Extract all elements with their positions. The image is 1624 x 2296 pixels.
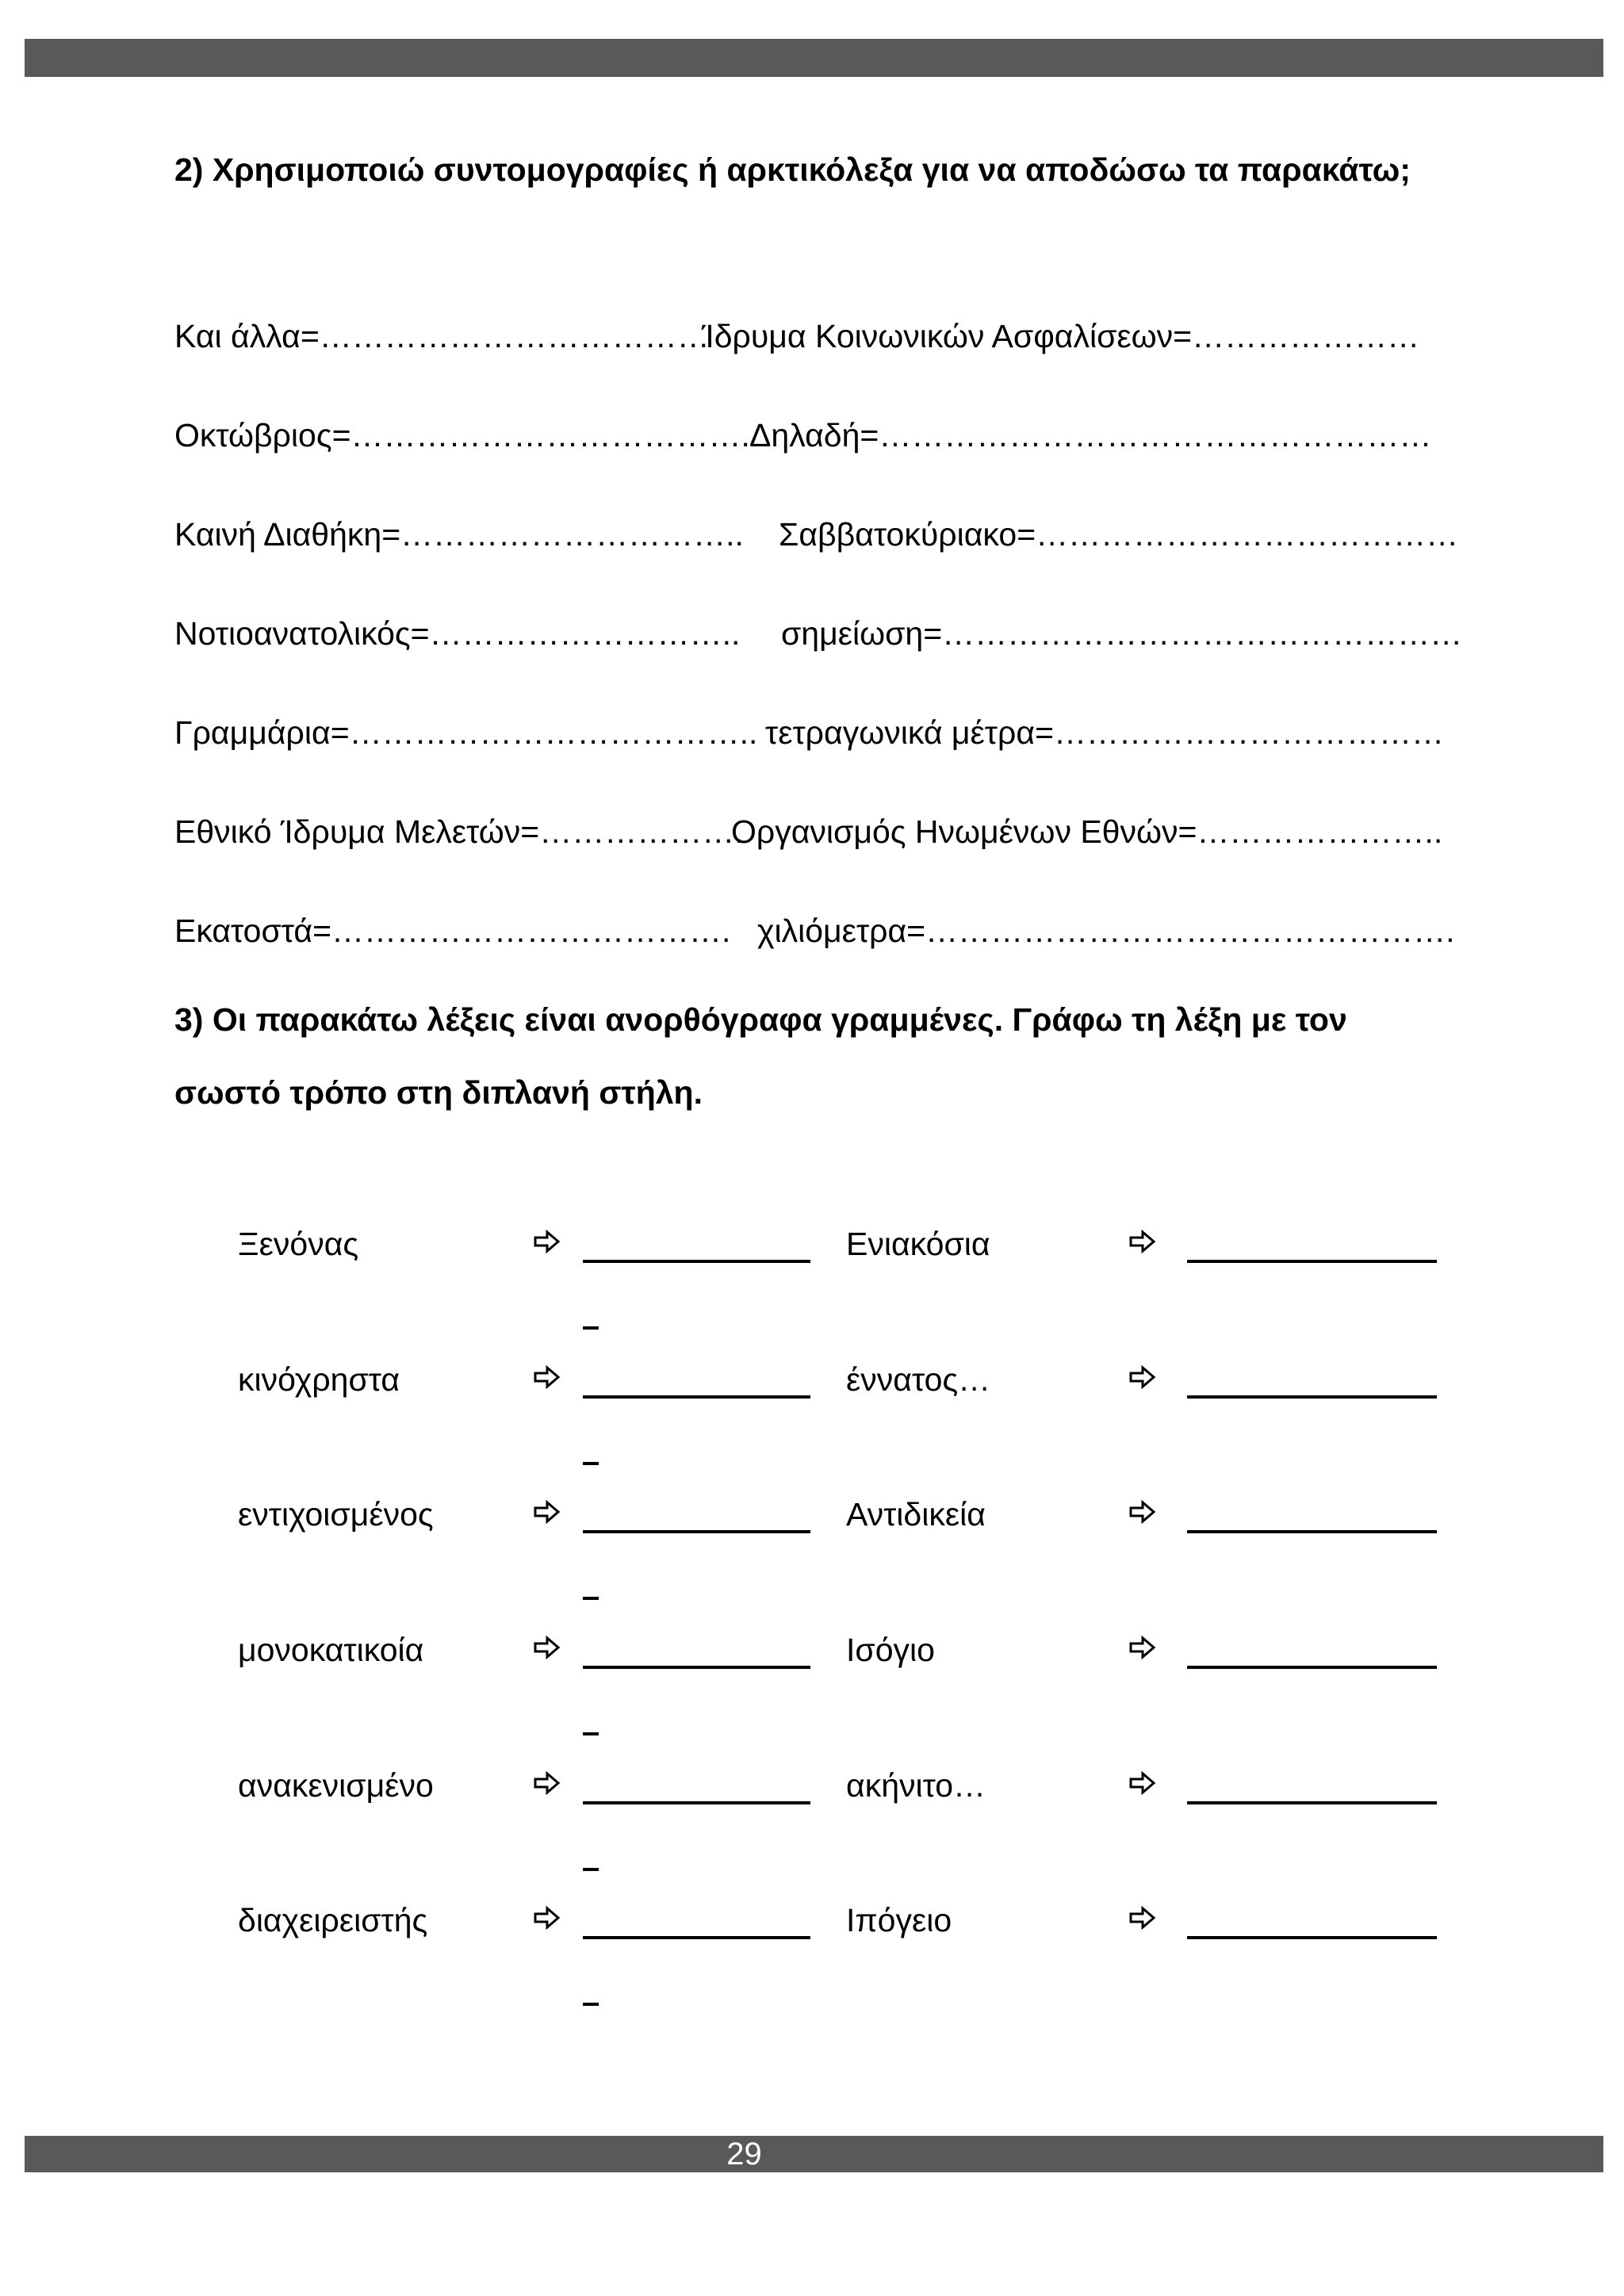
misspelled-word: κινόχρηστα [238,1361,400,1398]
misspelled-word: ακήνιτο… [846,1767,986,1804]
right-arrow-outline-icon [1129,1771,1156,1795]
misspelled-word: έννατος… [846,1361,991,1398]
answer-blank[interactable] [1187,1666,1437,1669]
answer-blank[interactable] [583,1395,810,1399]
spelling-row [0,1360,1624,1479]
abbreviation-left: Εθνικό Ίδρυμα Μελετών=………………. [174,813,744,850]
spelling-row [0,1766,1624,1885]
answer-blank[interactable] [1187,1260,1437,1263]
answer-blank[interactable] [583,1666,810,1669]
exercise-3-title: 3) Οι παρακάτω λέξεις είναι ανορθόγραφα γραμμένες. Γράφω τη λέξη με τον σωστό τρόπο στη διπλανή στήλη. [174,1001,1347,1111]
header-band [25,39,1603,77]
misspelled-word: μονοκατικοία [238,1632,424,1668]
spelling-row [0,1225,1624,1344]
misspelled-word: Ισόγιο [846,1632,935,1668]
answer-blank[interactable] [1187,1936,1437,1939]
right-arrow-outline-icon [1129,1365,1156,1389]
abbreviation-right: Ίδρυμα Κοινωνικών Ασφαλίσεων=………………… [702,318,1420,354]
answer-blank-continuation [583,1326,599,1330]
abbreviation-left: Νοτιοανατολικός=……………………….. [174,615,741,652]
misspelled-word: Ενιακόσια [846,1226,990,1262]
answer-blank[interactable] [1187,1530,1437,1533]
answer-blank[interactable] [1187,1801,1437,1804]
right-arrow-outline-icon [534,1500,561,1524]
answer-blank-continuation [583,1732,599,1735]
right-arrow-outline-icon [1129,1230,1156,1253]
abbreviation-left: Οκτώβριος=………………………………. [174,417,750,453]
footer-band [25,2136,1603,2172]
abbreviation-right: χιλιόμετρα=…………………………………………. [757,913,1455,949]
abbreviation-right: τετραγωνικά μέτρα=……………………………… [765,714,1444,751]
misspelled-word: Ιπόγειο [846,1902,952,1938]
abbreviation-right: Σαββατοκύριακο=………………………………… [779,516,1459,553]
answer-blank[interactable] [583,1530,810,1533]
answer-blank-continuation [583,2003,599,2006]
misspelled-word: διαχειρειστής [238,1902,428,1938]
right-arrow-outline-icon [1129,1500,1156,1524]
misspelled-word: εντιχοισμένος [238,1496,434,1533]
answer-blank-continuation [583,1597,599,1600]
abbreviation-left: Καινή Διαθήκη=………………………….. [174,516,744,553]
abbreviation-left: Γραμμάρια=……………………………….. [174,714,758,751]
spelling-row [0,1495,1624,1614]
right-arrow-outline-icon [534,1906,561,1930]
page-number: 29 [726,2136,762,2172]
abbreviation-left: Εκατοστά=………………………………. [174,913,731,949]
right-arrow-outline-icon [1129,1636,1156,1659]
answer-blank[interactable] [1187,1395,1437,1399]
right-arrow-outline-icon [1129,1906,1156,1930]
abbreviation-right: σημείωση=………………………………………… [781,615,1463,652]
exercise-2-title: 2) Χρησιμοποιώ συντομογραφίες ή αρκτικόλεξα για να αποδώσω τα παρακάτω; [174,151,1411,188]
misspelled-word: Ξενόνας [238,1226,359,1262]
right-arrow-outline-icon [534,1771,561,1795]
abbreviation-right: Δηλαδή=…………………………………………… [749,417,1432,453]
right-arrow-outline-icon [534,1636,561,1659]
right-arrow-outline-icon [534,1365,561,1389]
spelling-row [0,1901,1624,2020]
misspelled-word: ανακενισμένο [238,1767,434,1804]
answer-blank[interactable] [583,1801,810,1804]
spelling-row [0,1631,1624,1750]
answer-blank[interactable] [583,1260,810,1263]
answer-blank-continuation [583,1868,599,1871]
abbreviation-right: Οργανισμός Ηνωμένων Εθνών=………………….. [731,813,1443,850]
right-arrow-outline-icon [534,1230,561,1253]
misspelled-word: Αντιδικεία [846,1496,986,1533]
answer-blank-continuation [583,1462,599,1465]
abbreviation-left: Και άλλα=……………………………… [174,318,710,354]
answer-blank[interactable] [583,1936,810,1939]
